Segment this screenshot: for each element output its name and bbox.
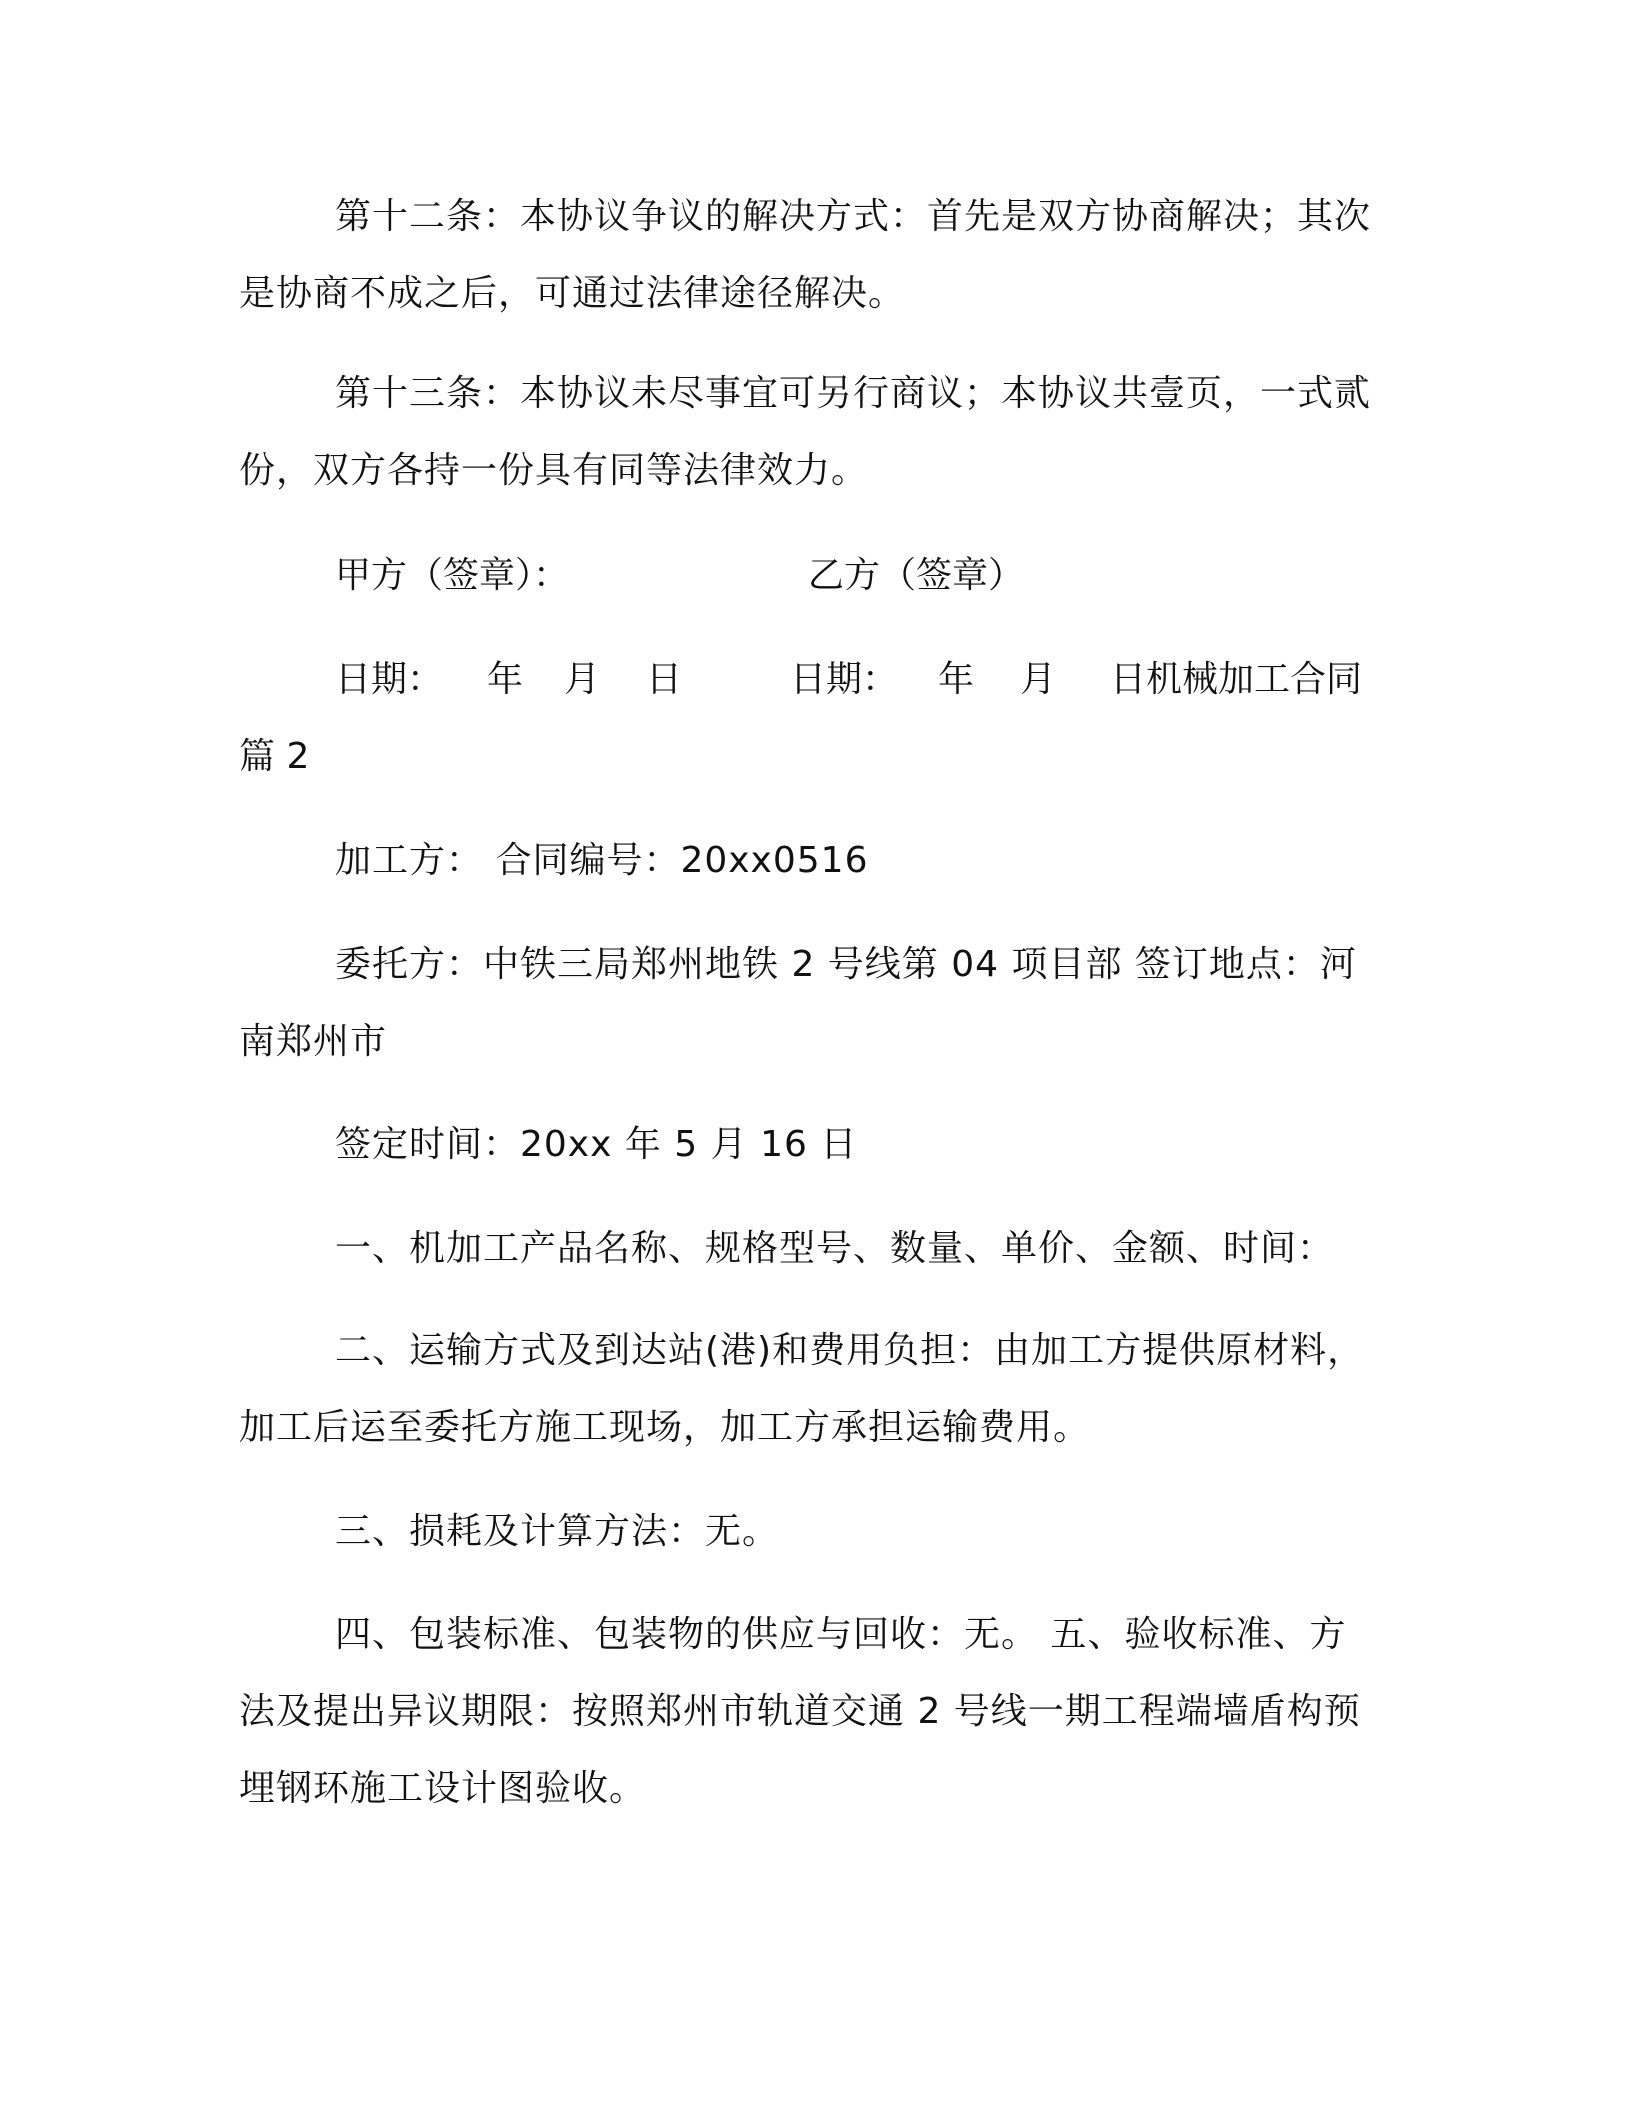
month-b: 月 xyxy=(1020,659,1057,700)
item-1-paragraph: 一、机加工产品名称、规格型号、数量、单价、金额、时间： xyxy=(335,1228,1335,1269)
processor-paragraph: 加工方： 合同编号：20xx0516 xyxy=(335,840,869,881)
item-3-paragraph: 三、损耗及计算方法：无。 xyxy=(335,1511,780,1552)
year-b: 年 xyxy=(938,659,975,700)
item-2-paragraph: 二、运输方式及到达站(港)和费用负担：由加工方提供原材料，加工后运至委托方施工现场，加工方承担运输费用。 xyxy=(239,1330,1365,1448)
item-4-5-paragraph: 四、包装标准、包装物的供应与回收：无。 五、验收标准、方法及提出异议期限：按照郑州市轨道交通 2 号线一期工程端墙盾构预埋钢环施工设计图验收。 xyxy=(239,1614,1361,1809)
client-paragraph: 委托方：中铁三局郑州地铁 2 号线第 04 项目部 签订地点：河南郑州市 xyxy=(239,944,1357,1062)
article-12-paragraph: 第十二条：本协议争议的解决方式：首先是双方协商解决；其次是协商不成之后，可通过法律途径解决。 xyxy=(239,196,1372,314)
date-label-b: 日期： xyxy=(790,659,899,700)
contract-title-number: 篇 2 xyxy=(239,736,310,777)
day-a: 日 xyxy=(646,659,683,700)
party-a-signature-label: 甲方（签章）： xyxy=(335,555,570,596)
year-a: 年 xyxy=(487,659,524,700)
day-b-contract-title: 日机械加工合同 xyxy=(1110,659,1363,700)
article-13-paragraph: 第十三条：本协议未尽事宜可另行商议；本协议共壹页，一式贰份，双方各持一份具有同等法律效力。 xyxy=(239,373,1372,491)
month-a: 月 xyxy=(564,659,601,700)
signed-time-paragraph: 签定时间：20xx 年 5 月 16 日 xyxy=(335,1124,858,1165)
party-b-signature-label: 乙方（签章） xyxy=(808,555,1025,596)
date-label-a: 日期： xyxy=(335,659,444,700)
